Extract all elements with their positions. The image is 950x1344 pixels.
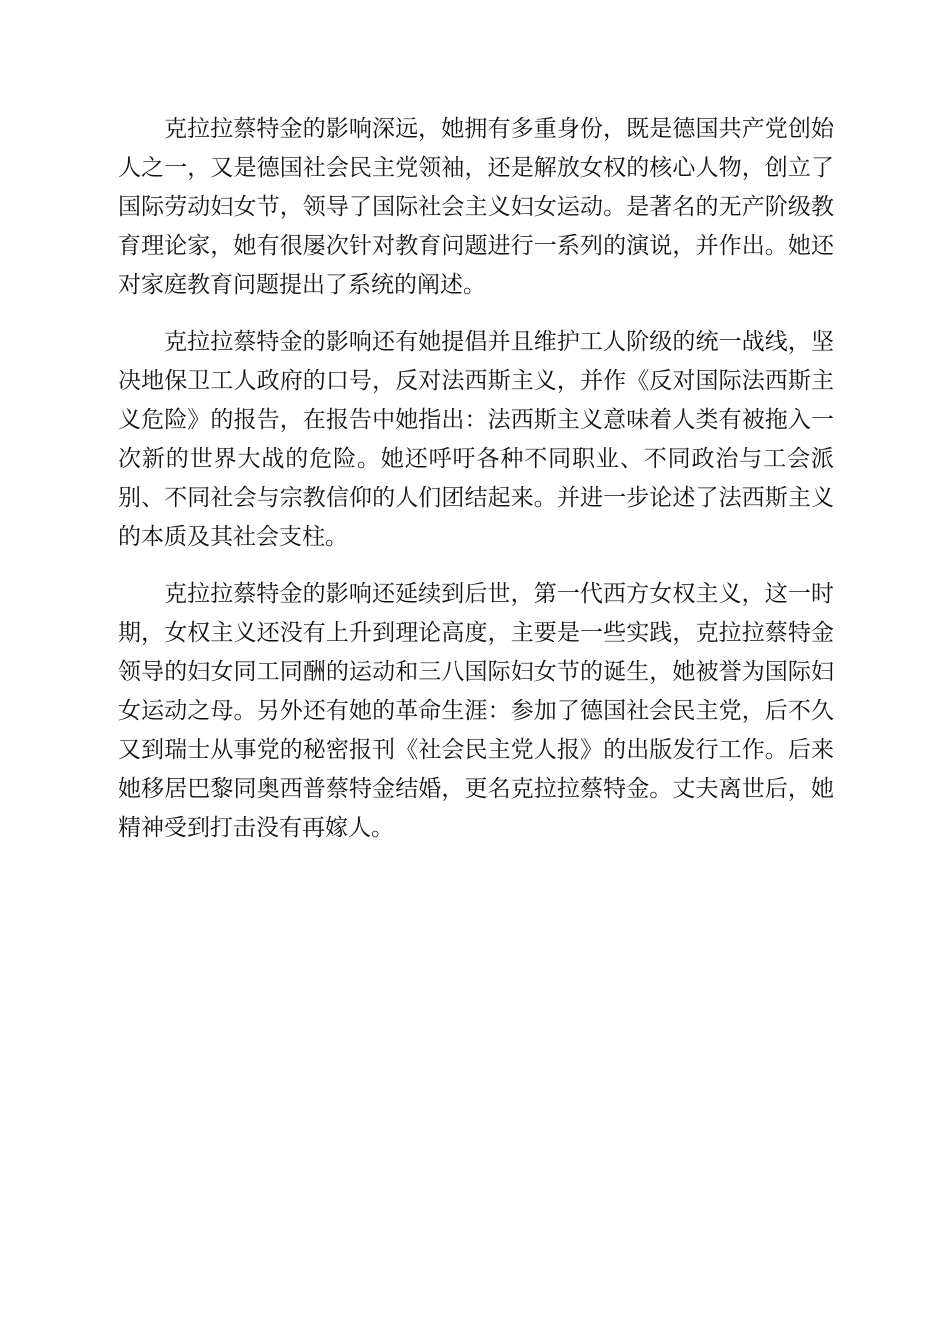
document-body (118, 110, 834, 866)
paragraph-3: 克拉拉蔡特金的影响还延续到后世，第一代西方女权主义，这一时期，女权主义还没有上升到理论高度，主要是一些实践，克拉拉蔡特金领导的妇女同工同酬的运动和三八国际妇女节的诞生，她被誉为国际妇女运动之母。另外还有她的革命生涯：参加了德国社会民主党，后不久又到瑞士从事党的秘密报刊《社会民主党人报》的出版发行工作。后来她移居巴黎同奥西普蔡特金结婚，更名克拉拉蔡特金。丈夫离世后，她精神受到打击没有再嫁人。 (118, 581, 834, 841)
paragraph-1: 克拉拉蔡特金的影响深远，她拥有多重身份，既是德国共产党创始人之一，又是德国社会民主党领袖，还是解放女权的核心人物，创立了国际劳动妇女节，领导了国际社会主义妇女运动。是著名的无产阶级教育理论家，她有很屡次针对教育问题进行一系列的演说，并作出。她还对家庭教育问题提出了系统的阐述。 (118, 116, 834, 298)
paragraph-2: 克拉拉蔡特金的影响还有她提倡并且维护工人阶级的统一战线，坚决地保卫工人政府的口号，反对法西斯主义，并作《反对国际法西斯主义危险》的报告，在报告中她指出：法西斯主义意味着人类有被拖入一次新的世界大战的危险。她还呼吁各种不同职业、不同政治与工会派别、不同社会与宗教信仰的人们团结起来。并进一步论述了法西斯主义的本质及其社会支柱。 (118, 329, 834, 550)
